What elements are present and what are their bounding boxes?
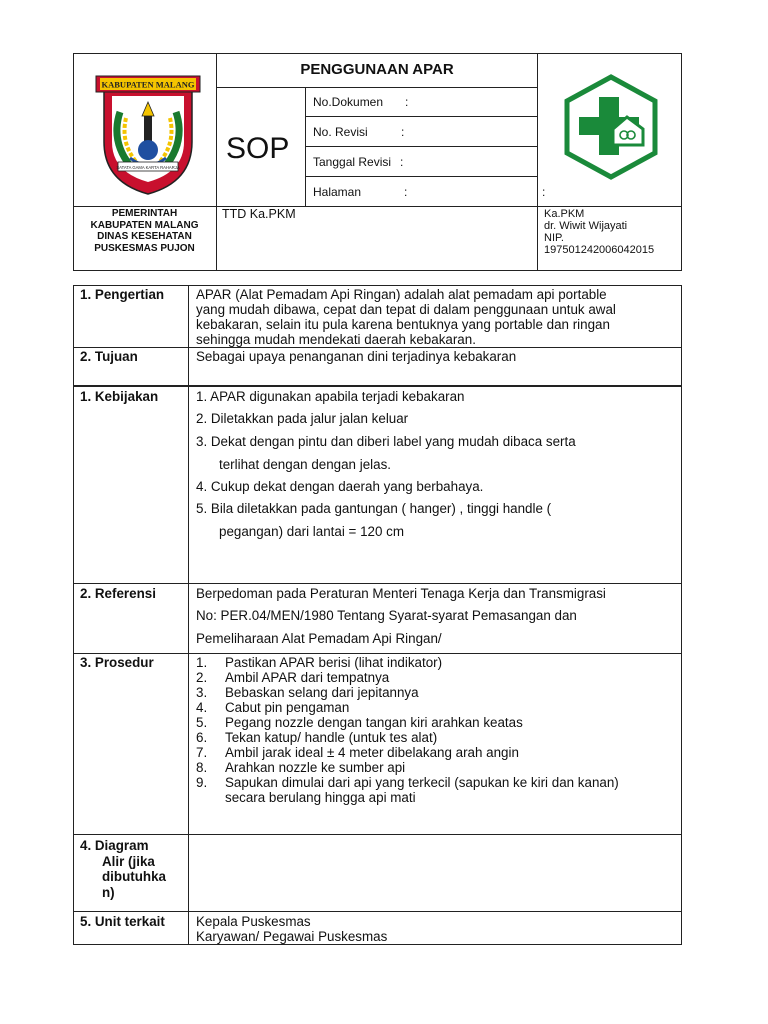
step-text: Pegang nozzle dengan tangan kiri arahkan keatas [225, 715, 523, 730]
kebijakan-item: 2. Diletakkan pada jalur jalan keluar [196, 411, 409, 426]
sop-label: SOP [226, 132, 290, 165]
step-number: 8. [196, 760, 208, 775]
signer-block [544, 208, 654, 256]
org-name [73, 208, 216, 254]
referensi-line: No: PER.04/MEN/1980 Tentang Syarat-syarat Pemasangan dan [196, 608, 577, 623]
diagram-label-line: dibutuhka [102, 869, 166, 884]
step-text: Pastikan APAR berisi (lihat indikator) [225, 655, 443, 670]
kebijakan-item: 4. Cukup dekat dengan daerah yang berbahaya. [196, 479, 484, 494]
kebijakan-item: pegangan) dari lantai = 120 cm [219, 524, 404, 539]
diagram-label-line: Alir (jika [102, 853, 155, 869]
signer-title: Ka.PKM [544, 208, 585, 220]
referensi-label: 2. Referensi [80, 586, 156, 601]
field-tanggal-revisi-sep: : [400, 155, 404, 169]
signer-nip-label: NIP. [544, 232, 564, 244]
field-halaman-sep: : [404, 185, 408, 199]
puskesmas-cross-hexagon-icon [561, 73, 661, 181]
kebijakan-label: 1. Kebijakan [80, 389, 159, 404]
prosedur-label: 3. Prosedur [80, 655, 154, 670]
step-number: 2. [196, 670, 208, 685]
kebijakan-item: 5. Bila diletakkan pada gantungan ( hanger) , tinggi handle ( [196, 501, 552, 516]
field-no-revisi-sep: : [401, 125, 405, 139]
step-number: 5. [196, 715, 208, 730]
field-halaman-label: Halaman [313, 185, 362, 199]
unit-line: Kepala Puskesmas [196, 914, 311, 929]
field-no-revisi-label: No. Revisi [313, 125, 368, 139]
step-text: Cabut pin pengaman [225, 700, 350, 715]
unit-line: Karyawan/ Pegawai Puskesmas [196, 929, 388, 944]
ttd-label: TTD Ka.PKM [222, 207, 296, 221]
step-number: 3. [196, 685, 208, 700]
step-text: Tekan katup/ handle (untuk tes alat) [225, 730, 438, 745]
kebijakan-item: 1. APAR digunakan apabila terjadi kebakaran [196, 389, 465, 404]
referensi-line: Berpedoman pada Peraturan Menteri Tenaga Kerja dan Transmigrasi [196, 586, 606, 601]
org-line: PUSKESMAS PUJON [94, 242, 195, 254]
diagram-label [80, 838, 166, 900]
org-line: DINAS KESEHATAN [97, 231, 192, 242]
tujuan-label: 2. Tujuan [80, 349, 138, 364]
pengertian-line: kebakaran, selain itu pula karena bentuknya yang portable dan ringan [196, 317, 610, 332]
org-line: KABUPATEN MALANG [90, 219, 199, 231]
step-text: Bebaskan selang dari jepitannya [225, 685, 419, 700]
right-colon: : [542, 185, 546, 199]
signer-name: dr. Wiwit Wijayati [544, 220, 628, 232]
logo-motto-text: SATATA GAMA KARTA RAHARJA [116, 165, 180, 170]
diagram-label-line: 4. Diagram [80, 838, 149, 853]
pengertian-label: 1. Pengertian [80, 287, 165, 302]
field-no-dokumen-sep: : [405, 95, 409, 109]
logo-banner-text: KABUPATEN MALANG [101, 79, 195, 90]
field-tanggal-revisi-label: Tanggal Revisi [313, 155, 392, 169]
step-number: 1. [196, 655, 208, 670]
field-no-dokumen-label: No.Dokumen [313, 95, 384, 109]
kebijakan-item: 3. Dekat dengan pintu dan diberi label yang mudah dibaca serta [196, 434, 576, 449]
step-number: 6. [196, 730, 208, 745]
page-title: PENGGUNAAN APAR [300, 61, 454, 78]
step-number: 7. [196, 745, 208, 760]
kabupaten-malang-crest-icon [90, 72, 206, 197]
step-number: 9. [196, 775, 208, 790]
pengertian-line: sehingga mudah mendekati daerah kebakaran. [196, 332, 476, 347]
unit-label: 5. Unit terkait [80, 914, 165, 929]
referensi-line: Pemeliharaan Alat Pemadam Api Ringan/ [196, 631, 442, 646]
diagram-label-line: n) [102, 884, 115, 900]
tujuan-text: Sebagai upaya penanganan dini terjadinya kebakaran [196, 349, 517, 364]
pengertian-line: yang mudah dibawa, cepat dan tepat di dalam penggunaan untuk awal [196, 302, 616, 317]
step-text: Sapukan dimulai dari api yang terkecil (sapukan ke kiri dan kanan) [225, 775, 619, 790]
kebijakan-item: terlihat dengan dengan jelas. [219, 457, 391, 472]
step-text: Ambil APAR dari tempatnya [225, 670, 390, 685]
pengertian-line: APAR (Alat Pemadam Api Ringan) adalah alat pemadam api portable [196, 287, 607, 302]
step-text: secara berulang hingga api mati [225, 790, 416, 805]
step-text: Arahkan nozzle ke sumber api [225, 760, 406, 775]
org-line: PEMERINTAH [111, 208, 178, 219]
step-number: 4. [196, 700, 208, 715]
signer-nip: 197501242006042015 [544, 244, 655, 256]
step-text: Ambil jarak ideal ± 4 meter dibelakang arah angin [225, 745, 519, 760]
